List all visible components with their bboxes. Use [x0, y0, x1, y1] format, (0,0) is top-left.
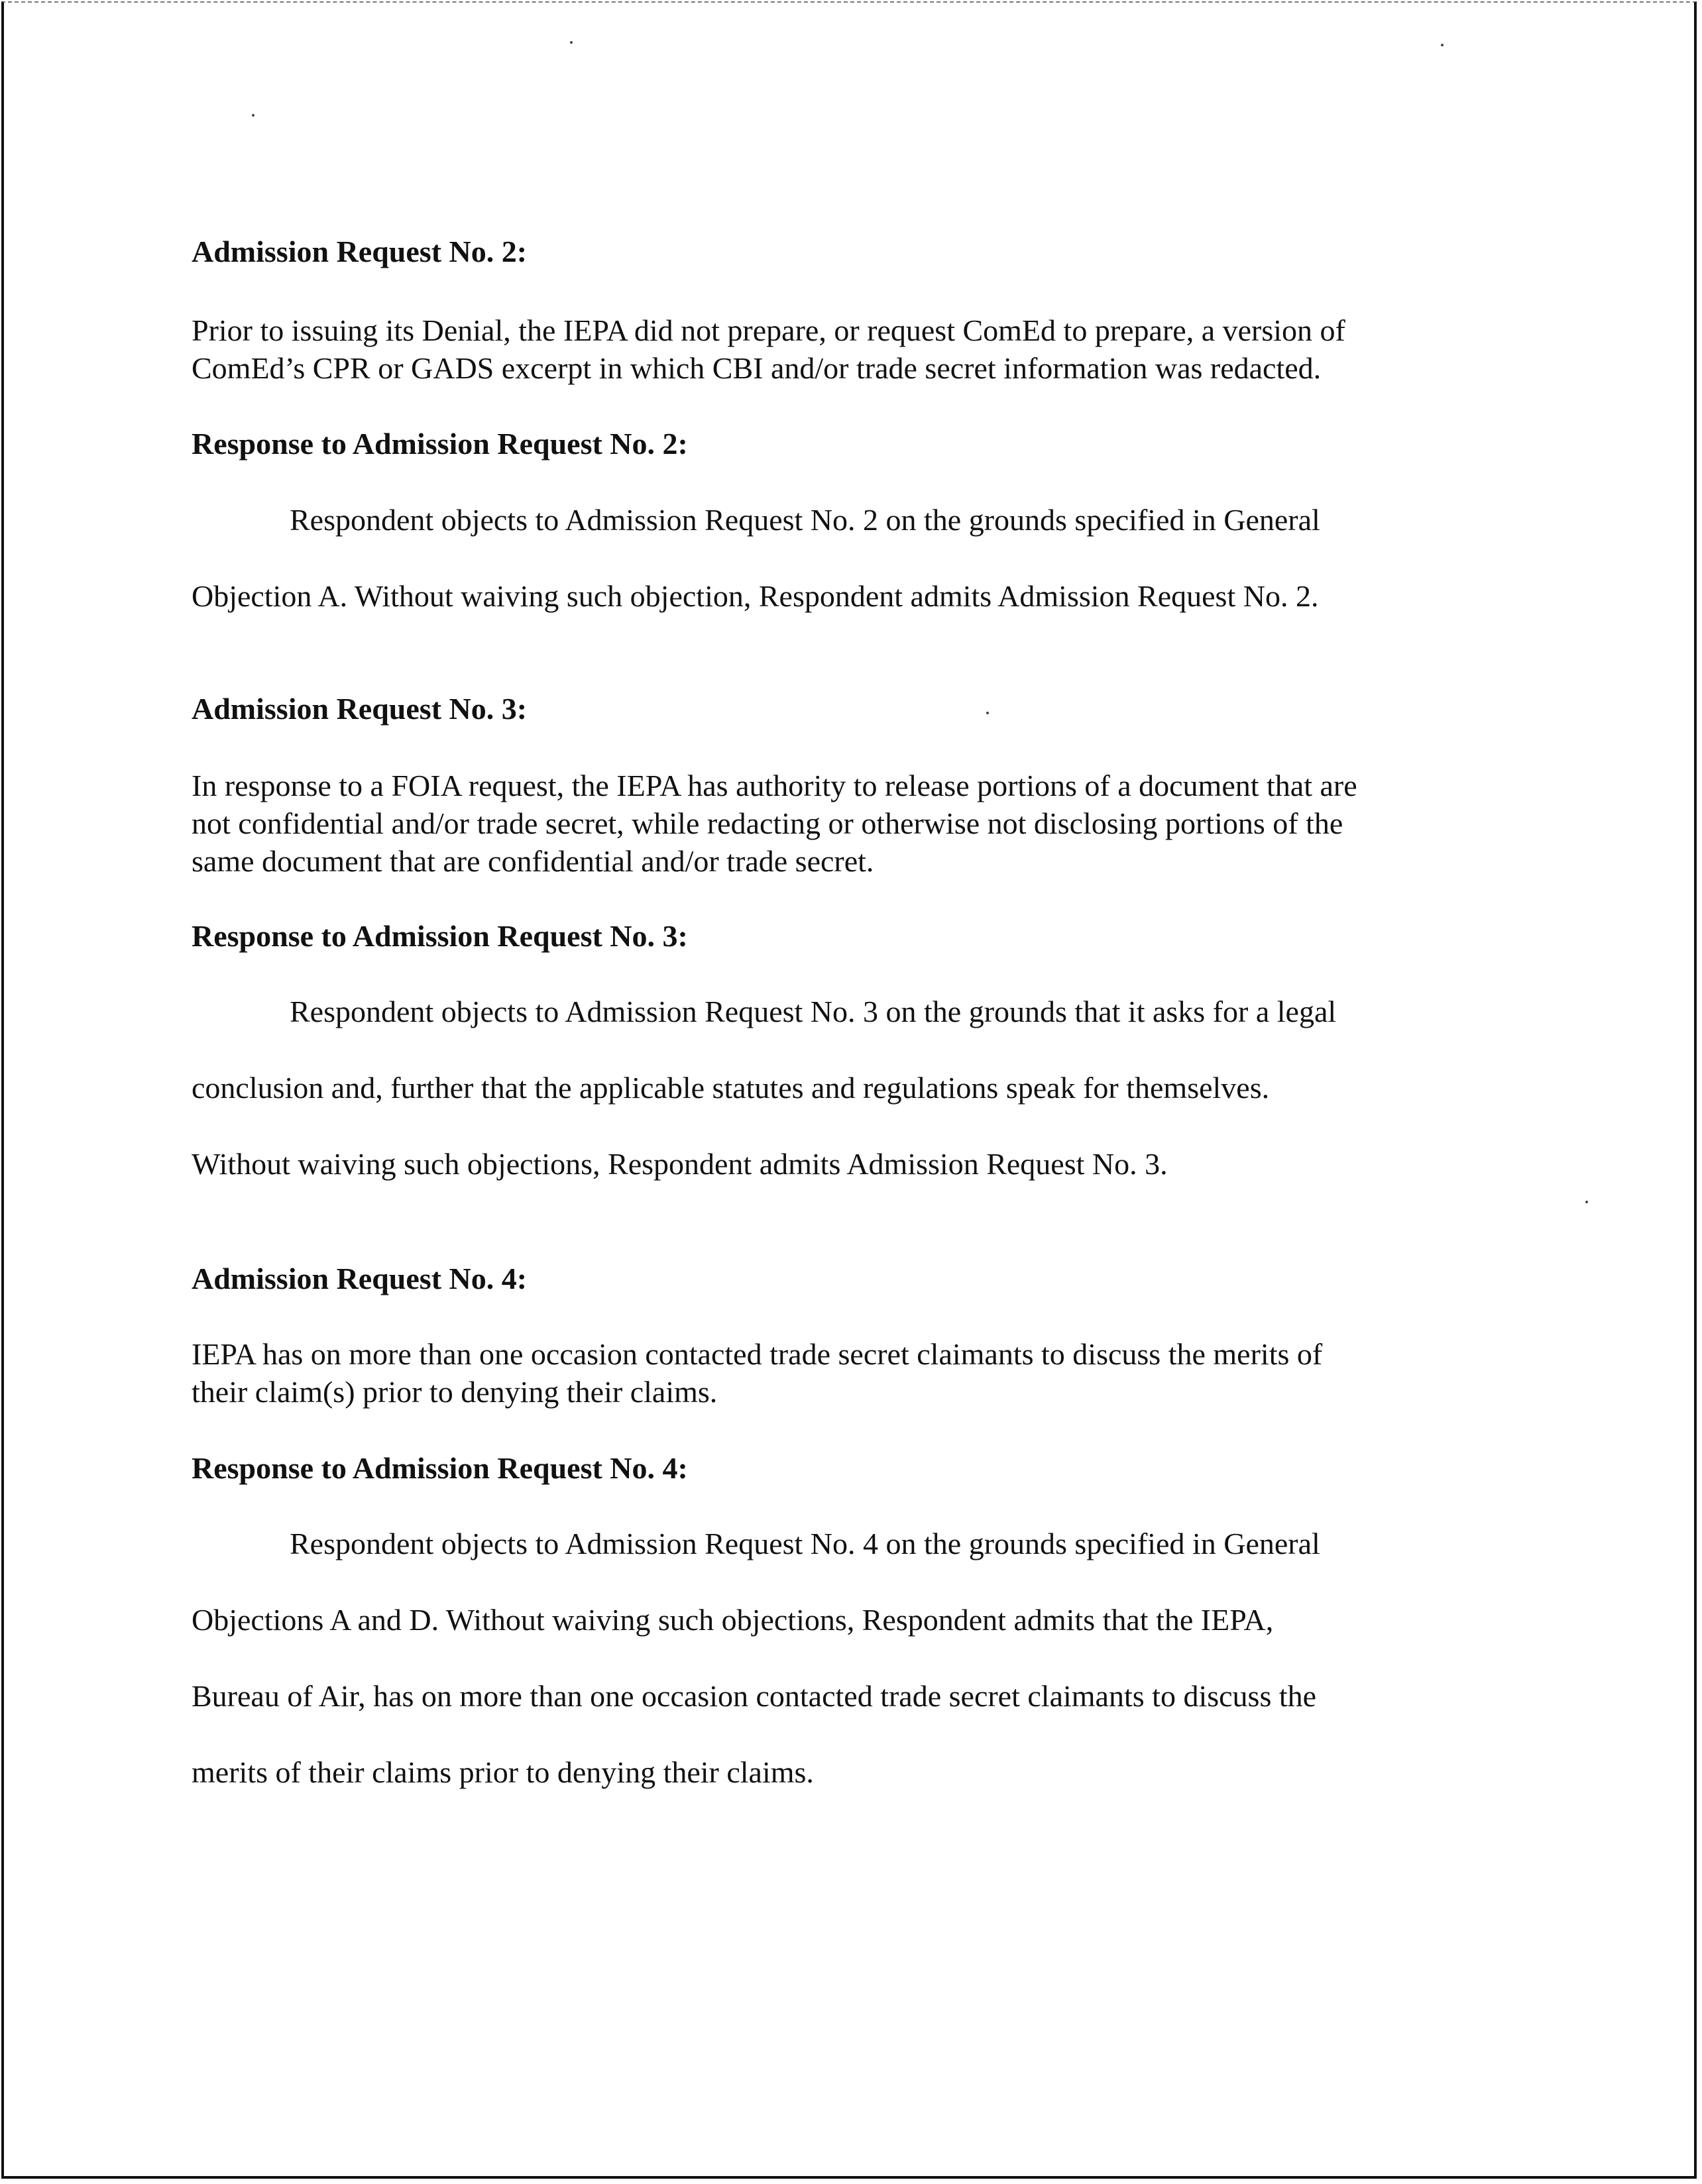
text-line: IEPA has on more than one occasion contacted trade secret claimants to discuss the merits of — [192, 1337, 1323, 1371]
admission-request-2-heading: Admission Request No. 2: — [192, 235, 528, 268]
text-line: Respondent objects to Admission Request No. 3 on the grounds that it asks for a legal — [290, 995, 1337, 1028]
text-line: ComEd’s CPR or GADS excerpt in which CBI and/or trade secret information was redacted. — [192, 351, 1322, 385]
text-line: Respondent objects to Admission Request No. 2 on the grounds specified in General — [290, 503, 1320, 537]
text-line: same document that are confidential and/or trade secret. — [192, 844, 874, 878]
response-2-heading: Response to Admission Request No. 2: — [192, 427, 688, 461]
response-4-heading: Response to Admission Request No. 4: — [192, 1451, 688, 1485]
text-line: Objections A and D. Without waiving such objections, Respondent admits that the IEPA, — [192, 1603, 1274, 1637]
text-line: merits of their claims prior to denying their claims. — [192, 1755, 814, 1789]
scan-speck — [252, 114, 255, 117]
admission-request-2-text — [192, 311, 1491, 387]
response-3-heading: Response to Admission Request No. 3: — [192, 919, 688, 953]
text-line: Respondent objects to Admission Request No. 4 on the grounds specified in General — [290, 1527, 1320, 1560]
scan-speck — [1441, 44, 1444, 46]
text-line: Without waiving such objections, Respondent admits Admission Request No. 3. — [192, 1147, 1168, 1181]
response-2-text — [192, 482, 1491, 634]
response-4-text — [192, 1505, 1491, 1810]
text-line: their claim(s) prior to denying their claims. — [192, 1375, 718, 1409]
text-line: Objection A. Without waiving such objection, Respondent admits Admission Request No. 2. — [192, 579, 1319, 613]
admission-request-3-heading: Admission Request No. 3: — [192, 692, 528, 726]
admission-request-4-text — [192, 1335, 1491, 1411]
text-line: conclusion and, further that the applicable statutes and regulations speak for themselves. — [192, 1071, 1270, 1105]
response-3-text — [192, 973, 1491, 1202]
scan-speck — [570, 41, 573, 44]
text-line: Prior to issuing its Denial, the IEPA did not prepare, or request ComEd to prepare, a version of — [192, 313, 1345, 347]
text-line: Bureau of Air, has on more than one occasion contacted trade secret claimants to discuss the — [192, 1679, 1317, 1713]
admission-request-4-heading: Admission Request No. 4: — [192, 1262, 528, 1295]
text-line: In response to a FOIA request, the IEPA has authority to release portions of a document that are — [192, 769, 1357, 802]
scan-speck — [1585, 1201, 1588, 1203]
admission-request-3-text — [192, 767, 1491, 880]
text-line: not confidential and/or trade secret, while redacting or otherwise not disclosing portions of the — [192, 806, 1343, 840]
scan-speck — [986, 712, 989, 714]
